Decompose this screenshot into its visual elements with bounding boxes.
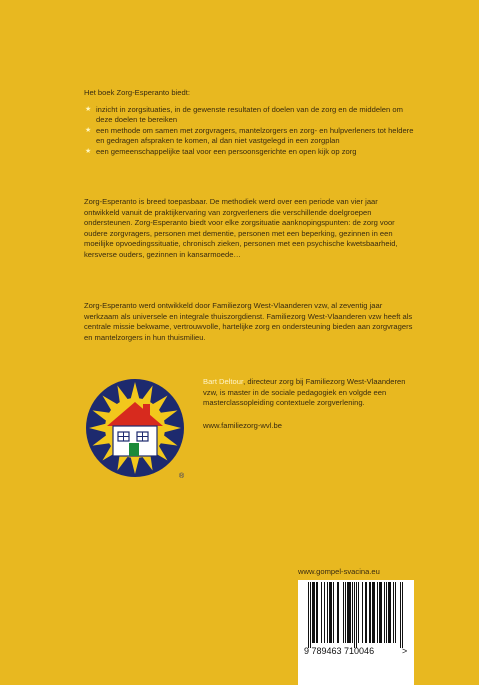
barcode-bar [393,582,394,643]
familiezorg-logo [85,376,185,480]
author-bio [203,377,415,409]
star-bullet-icon: ★ [85,126,92,134]
author-section [203,377,415,431]
list-item-text: een gemeenschappelijke taal voor een persoonsgerichte en open kijk op zorg [96,146,357,156]
author-website[interactable]: www.familiezorg-wvl.be [203,420,282,430]
publisher-url[interactable]: www.gompel-svacina.eu [298,567,380,576]
barcode-bar [347,582,348,643]
list-item-text: een methode om samen met zorgvragers, mantelzorgers en zorg- en hulpverleners tot heldere en gedragen afspraken te komen, al dan niet vastgelegd in een zorgplan [96,125,414,146]
barcode-bar [308,582,309,648]
barcode-bar [354,582,355,648]
barcode-bar [316,582,317,643]
barcode-bar [310,582,311,648]
barcode-bar [400,582,401,648]
barcode-bar [321,582,322,643]
barcode-bar [389,582,390,643]
barcode-bar [362,582,363,643]
barcode-bar [372,582,373,643]
barcode-bar [345,582,346,643]
barcode-bar [370,582,371,643]
barcode-bar [356,582,357,648]
barcode-bar [350,582,351,643]
barcode-bar [395,582,396,643]
author-name: Bart Deltour [203,377,244,386]
barcode-graphic [298,580,414,685]
applicability-paragraph: Zorg-Esperanto is breed toepasbaar. De methodiek werd over een periode van vier jaar ontwikkeld vanuit de praktijkervaring van zorgverleners die verschillende doelgroepen ondersteunen. Zorg-Esperanto biedt voor elke zorgsituatie aanknopingspunten: de zorg voor oudere zorgvragers, personen met dementie, personen met een beperking, gezinnen in een moeilijke opvoedingssituatie, chronisch zieken, personen met een psychische kwetsbaarheid, kersverse ouders, gezinnen in kansarmoede… [84,197,398,259]
barcode-bar [331,582,332,643]
barcode-bar [352,582,353,643]
barcode-bar [386,582,387,643]
barcode-bar [313,582,314,643]
list-item [84,147,414,158]
list-item-text: inzicht in zorgsituaties, in de gewenste resultaten of doelen van de zorg en de middelen om deze doelen te bereiken [96,104,403,125]
barcode-bar [381,582,382,643]
barcode [298,580,414,685]
barcode-bar [384,582,385,643]
star-bullet-icon: ★ [85,147,92,155]
barcode-bar [333,582,334,643]
organisation-paragraph: Zorg-Esperanto werd ontwikkeld door Familiezorg West-Vlaanderen vzw, al zeventig jaar werkzaam als universele en integrale thuiszorgdienst. Familiezorg West-Vlaanderen vzw heeft als centrale missie bekwame, vertrouwvolle, hartelijke zorg en ondersteuning bieden aan zorgvragers en mantelzorgers in hun thuismilieu. [84,301,413,342]
barcode-bar [374,582,375,643]
barcode-bar [380,582,381,643]
barcode-bar [379,582,380,643]
barcode-bar [358,582,359,643]
barcode-bar [324,582,325,643]
barcode-bar [388,582,389,643]
barcode-bar [327,582,328,643]
barcode-bar [317,582,318,643]
barcode-bar [329,582,330,643]
barcode-bar [343,582,344,643]
benefits-list [84,105,414,158]
star-bullet-icon: ★ [85,105,92,113]
intro-section [84,88,414,158]
barcode-bar [366,582,367,643]
barcode-bar [373,582,374,643]
barcode-digits: 9 789463 710046 [304,646,375,656]
barcode-bar [314,582,315,643]
barcode-bar [337,582,338,643]
barcode-bar [330,582,331,643]
barcode-arrow: > [402,646,408,656]
author-bio-text: , directeur zorg bij Familiezorg West-Vlaanderen vzw, is master in de sociale pedagogiek en volgde een masterclassopleiding contextuele zorgverlening. [203,377,406,408]
barcode-bar [369,582,370,643]
barcode-bar [377,582,378,643]
barcode-bar [402,582,403,648]
barcode-bar [390,582,391,643]
barcode-bar [365,582,366,643]
registered-mark: ® [179,473,185,480]
list-item [84,126,414,147]
barcode-bar [349,582,350,643]
barcode-bar [312,582,313,643]
barcode-bar [348,582,349,643]
list-item [84,105,414,126]
intro-heading: Het boek Zorg-Esperanto biedt: [84,88,190,97]
barcode-bar [338,582,339,643]
